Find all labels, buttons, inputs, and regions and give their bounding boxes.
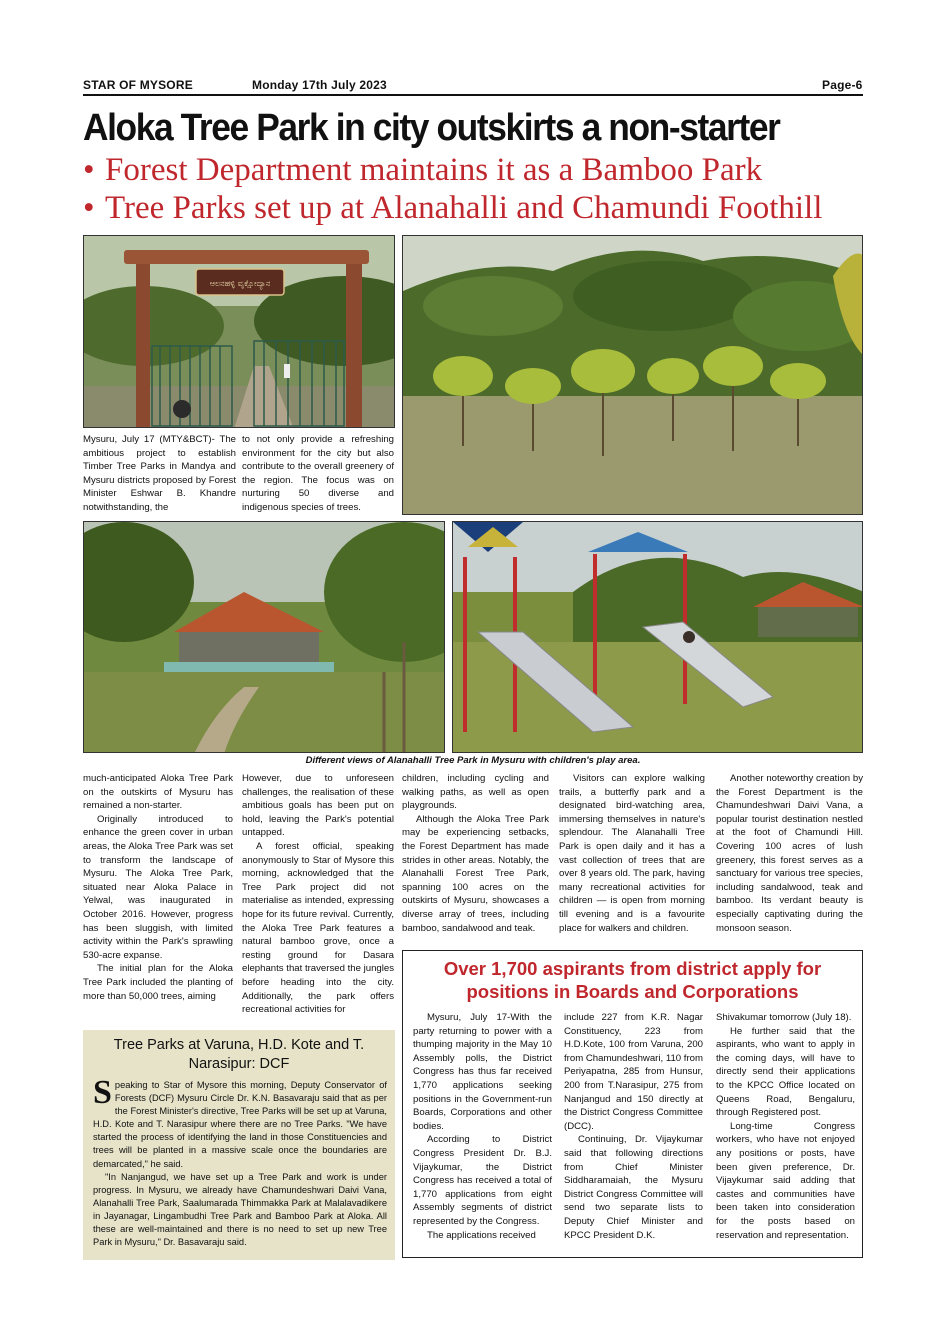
story-column-5: Another noteworthy creation by the Forest Department is the Chamundeshwari Daivi Vana, a popular tourist destination nestled at the foot of Chamundi Hill. Covering 100 acres of lush greenery, this forest serves as a sanctuary for various tree species, including sandalwood, teak and bamboo. Its verdant beauty is especially captivating during the monsoon season. — [716, 773, 863, 934]
main-headline: Aloka Tree Park in city outskirts a non-starter — [83, 107, 780, 149]
photo-gazebo — [83, 521, 445, 753]
photo-childrens-play-area — [452, 521, 863, 753]
second-story-column-3: Shivakumar tomorrow (July 18). He further said that the aspirants, who want to apply in the coming days, will have to directly send their applications to the KPCC Office located on Queens Road, Bengaluru, through Registered post. Long-time Congress workers, who have not enjoyed any positions or posts, have been given preference, Dr. Vijaykumar said adding that castes and communities have been taken into consideration for the posts based on reservation and representation. — [716, 1012, 855, 1241]
story-column-1: much-anticipated Aloka Tree Park on the outskirts of Mysuru has remained a non-starter. Originally introduced to enhance the green cover in urban areas, the Aloka Tree Park was set to transform the landscape of Mysuru. The Aloka Tree Park, situated near Aloka Palace in Yelwal, was inaugurated in October 2016. However, progress has been sluggish, with limited activity within the Park's sprawling 530-acre expanse. The initial plan for the Aloka Tree Park included the planting of more than 50,000 trees, aiming — [83, 773, 233, 1002]
intro-column-1: Mysuru, July 17 (MTY&BCT)- The ambitious project to establish Timber Tree Parks in Mandya and Mysuru districts proposed by Forest Minister Eshwar B. Khandre notwithstanding, the — [83, 434, 236, 513]
second-story-headline: Over 1,700 aspirants from district apply for positions in Boards and Corporations — [443, 958, 822, 1002]
sidebar-body: Speaking to Star of Mysore this morning, Deputy Conservator of Forests (DCF) Mysuru Circle Dr. K.N. Basavaraju said that as per the Forest Minister's directive, Tree Parks will be set up at Varuna, H.D. Kote and T. Narasipur where there are no Tree Parks. "We have started the process of identifying the land in those Constituencies and trees will be planted in a massive scale once the boundaries are demarcated," he said. "In Nanjangud, we have set up a Tree Park and work is under progress. In Mysuru, we already have Chamundeshwari Daivi Vana, Alanahalli Tree Park, Saalumarada Thimmakka Park at Malalavadikere in Jayanagar, Lingambudhi Tree Park and Bamboo Park at Aloka. All these are well-maintained and there is no need to set up new Tree Park in Mysuru," Dr. Basavaraju said. — [93, 1074, 387, 1248]
gate-sign: ಆಲನಹಳ್ಳಿ ವೃಕ್ಷೋದ್ಯಾನ — [209, 279, 271, 288]
story-column-2: However, due to unforeseen challenges, the realisation of these ambitious goals has been put on hold, leaving the Park's potential untapped. A forest official, speaking anonymously to Star of Mysore this morning, acknowledged that the Tree Park project did not materialise as intended, expressing hope for its future revival. Currently, the Aloka Tree Park features a natural bamboo grove, once a resting ground for Dasara elephants that traversed the jungles before heading into the city. Additionally, the park offers recreational activities for — [242, 773, 395, 1016]
photo-park-gate — [83, 235, 395, 428]
photo-caption: Different views of Alanahalli Tree Park in Mysuru with children's play area. — [305, 755, 641, 766]
sidebar-dropcap: S — [93, 1074, 112, 1111]
second-story-column-1: Mysuru, July 17-With the party returning to power with a thumping majority in the May 10 Assembly polls, the District Congress has thus far received 1,770 applications seeking positions in the Government-run Boards, Corporations and other bodies. According to District Congress President Dr. B.J. Vijaykumar, the District Congress has received a total of 1,770 applications from eight Assembly segments of district represented by the Congress. The applications received — [413, 1012, 552, 1241]
page-number: Page-6 — [822, 78, 863, 92]
issue-date: Monday 17th July 2023 — [252, 78, 387, 92]
sidebar-title: Tree Parks at Varuna, H.D. Kote and T. Narasipur: DCF — [113, 1037, 365, 1072]
sidebar-box — [83, 1030, 395, 1260]
header-rule — [83, 94, 863, 96]
second-story-box — [402, 950, 863, 1258]
newspaper-name: STAR OF MYSORE — [83, 78, 193, 92]
story-column-4: Visitors can explore walking trails, a butterfly park and a designated bird-watching area, immersing themselves in nature's splendour. The Alanahalli Tree Park is open daily and it has a vast collection of trees that are over 8 years old. The park, having many recreational activities for children — is open from morning till evening and is a favourite place for walkers and children. — [559, 773, 705, 934]
photo-hillside-saplings — [402, 235, 863, 515]
subhead-2: • Tree Parks set up at Alanahalli and Chamundi Foothill — [83, 190, 823, 226]
subhead-1: • Forest Department maintains it as a Bamboo Park — [83, 152, 763, 188]
intro-column-2: to not only provide a refreshing environment for the city but also contribute to the overall greenery of the region. The focus was on nurturing 50 diverse and indigenous species of trees. — [242, 434, 394, 513]
second-story-column-2: include 227 from K.R. Nagar Constituency, 223 from H.D.Kote, 100 from Varuna, 200 from Chamundeshwari, 110 from Periyapatna, 285 from Hunsur, 200 from T.Narasipur, 275 from Nanjangud and 150 directly at the District Congress Committee (DCC). Continuing, Dr. Vijaykumar said that following directions from Chief Minister Siddharamaiah, the Mysuru District Congress Committee will send two separate lists to Deputy Chief Minister and KPCC President D.K. — [564, 1012, 703, 1241]
story-column-3: children, including cycling and walking paths, as well as open playgrounds. Although the Aloka Tree Park may be experiencing setbacks, the Forest Department has made strides in other areas. Notably, the Alanahalli Forest Tree Park, spanning 100 acres on the outskirts of Mysuru, showcases a diverse array of trees, including bamboo, sandalwood and teak. — [402, 773, 549, 934]
